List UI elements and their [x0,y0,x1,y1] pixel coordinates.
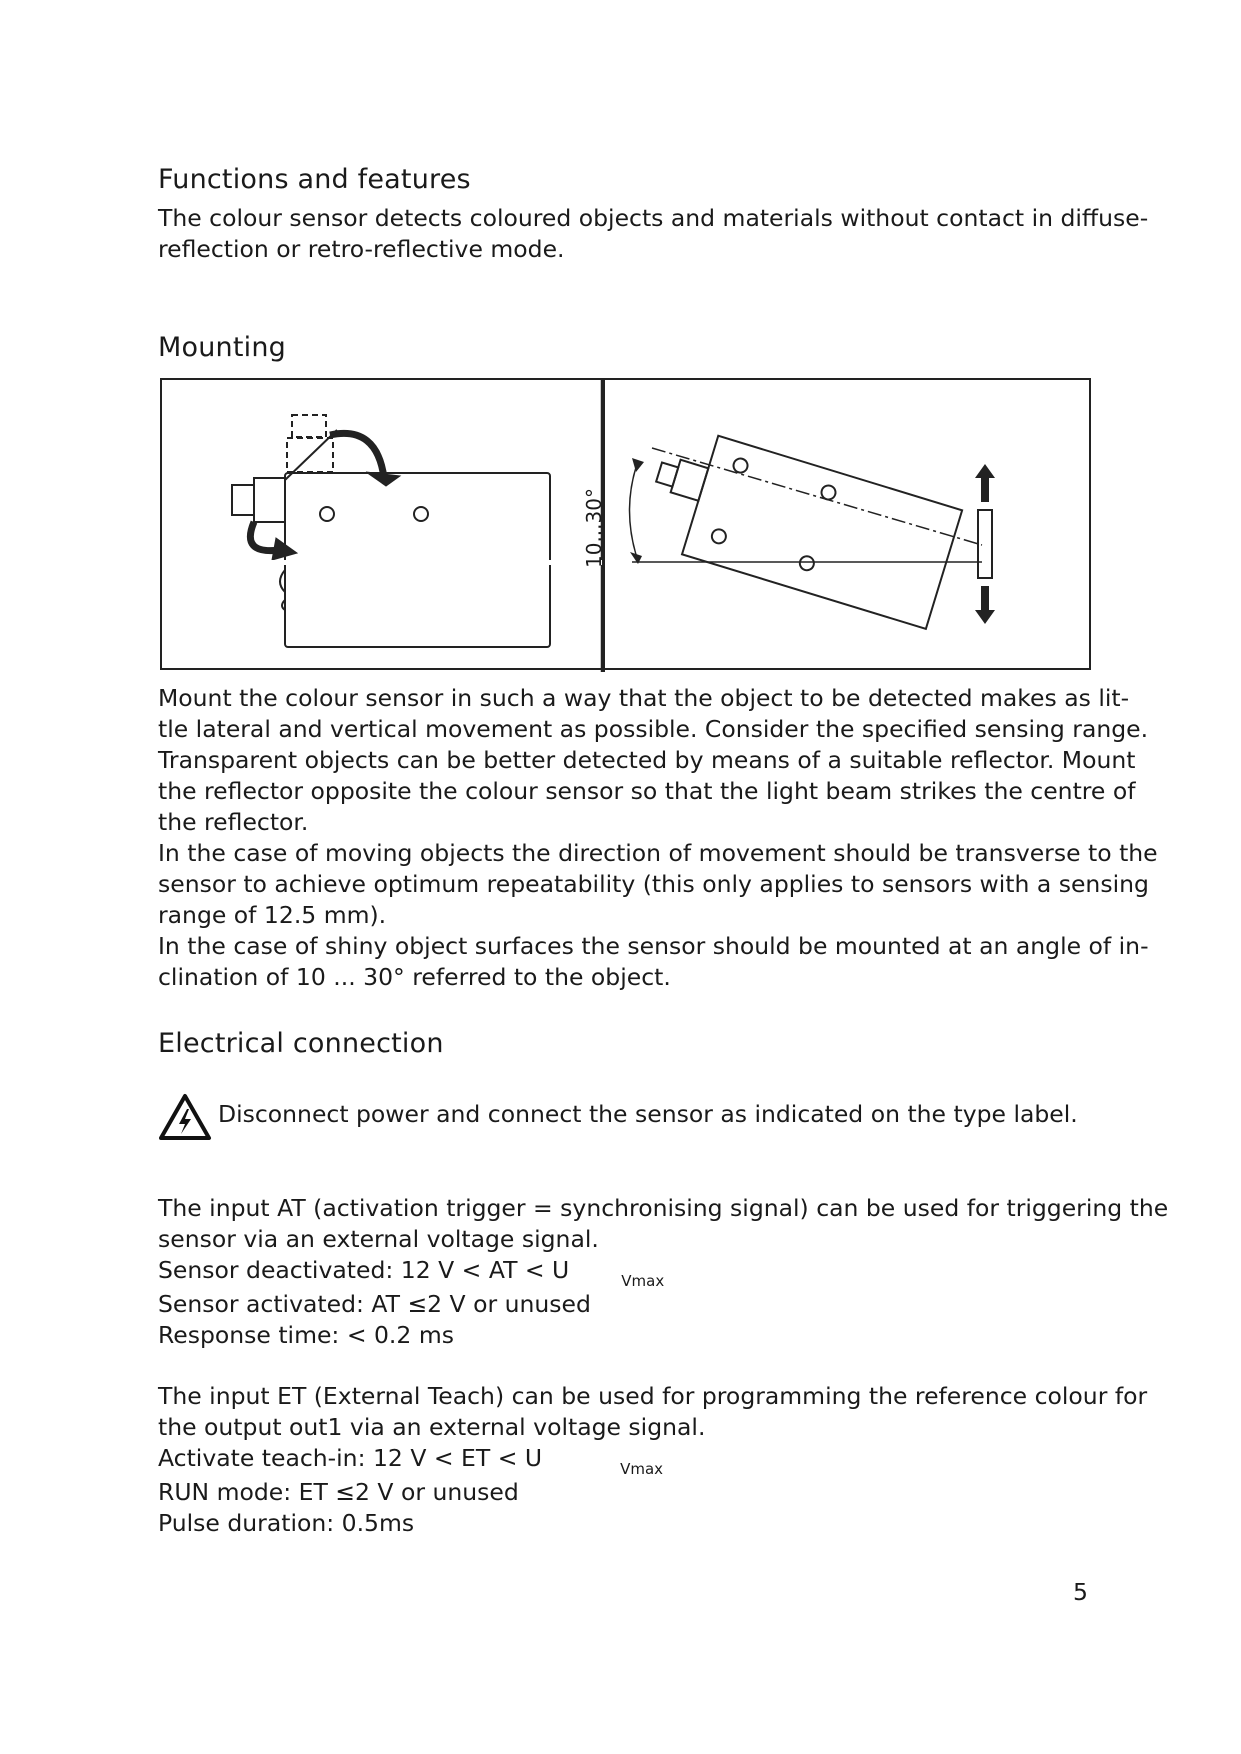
angle-label: 10...30° [582,488,606,568]
at-deactivated-text: Sensor deactivated: 12 V < AT < U [158,1256,570,1284]
page-number: 5 [1073,1578,1088,1606]
optical-axis [652,448,982,545]
et-pulse-line: Pulse duration: 0.5ms [158,1509,415,1537]
mounting-line: clination of 10 ... 30° referred to the object. [158,963,671,991]
movement-arrow-up [975,464,995,502]
functions-line: reflection or retro-reflective mode. [158,235,565,263]
mounting-line: tle lateral and vertical movement as possible. Consider the specified sensing range. [158,715,1149,743]
et-teach-line [158,1443,1098,1477]
et-line: the output out1 via an external voltage signal. [158,1413,706,1441]
et-teach-text: Activate teach-in: 12 V < ET < U [158,1444,543,1472]
mounting-line: the reflector opposite the colour sensor so that the light beam strikes the centre of [158,777,1136,805]
mounting-figure [160,378,1091,670]
functions-line: The colour sensor detects coloured objects and materials without contact in diffuse- [158,204,1149,232]
mounting-line: Mount the colour sensor in such a way that the object to be detected makes as lit- [158,684,1130,712]
mounting-heading: Mounting [158,332,286,363]
et-run-line: RUN mode: ET ≤2 V or unused [158,1478,519,1506]
electrical-heading: Electrical connection [158,1028,444,1059]
et-teach-sub: Vmax [620,1460,664,1478]
high-voltage-warning-icon [158,1093,212,1141]
connector-dashed-alt [287,415,333,472]
at-response-line: Response time: < 0.2 ms [158,1321,454,1349]
at-line: sensor via an external voltage signal. [158,1225,599,1253]
connector-body [254,478,285,522]
mounting-line: In the case of moving objects the direction of movement should be transverse to the [158,839,1158,867]
mount-hole [320,507,334,521]
rotation-arrow-top [330,433,400,486]
functions-paragraph [158,203,1149,265]
warning-text: Disconnect power and connect the sensor as indicated on the type label. [218,1100,1078,1128]
mount-hole [414,507,428,521]
at-line: The input AT (activation trigger = synchronising signal) can be used for triggering the [158,1194,1169,1222]
sensor-housing-left [232,430,550,647]
rotation-arrow-side [250,522,297,560]
tilted-connector-nut [656,462,678,486]
at-activated-line: Sensor activated: AT ≤2 V or unused [158,1290,591,1318]
mounting-line: In the case of shiny object surfaces the sensor should be mounted at an angle of in- [158,932,1149,960]
movement-arrow-down [975,586,995,624]
mounting-paragraph [158,683,1158,993]
mounting-line: Transparent objects can be better detected by means of a suitable reflector. Mount [158,746,1136,774]
line-mask [162,560,632,565]
mounting-line: range of 12.5 mm). [158,901,387,929]
mounting-diagram [162,380,1093,672]
connector-nut [232,485,254,515]
angle-arrow-top [632,458,644,472]
mounting-line: sensor to achieve optimum repeatability (this only applies to sensors with a sensing [158,870,1149,898]
tilted-sensor [638,422,962,629]
reflector-object [978,510,992,578]
at-input-paragraph [158,1193,1169,1351]
at-deactivated-line [158,1255,1098,1289]
mounting-line: the reflector. [158,808,309,836]
et-line: The input ET (External Teach) can be used for programming the reference colour for [158,1382,1148,1410]
functions-heading: Functions and features [158,164,471,195]
et-input-paragraph [158,1381,1148,1539]
angle-arc [630,464,638,558]
at-deactivated-sub: Vmax [621,1272,665,1290]
